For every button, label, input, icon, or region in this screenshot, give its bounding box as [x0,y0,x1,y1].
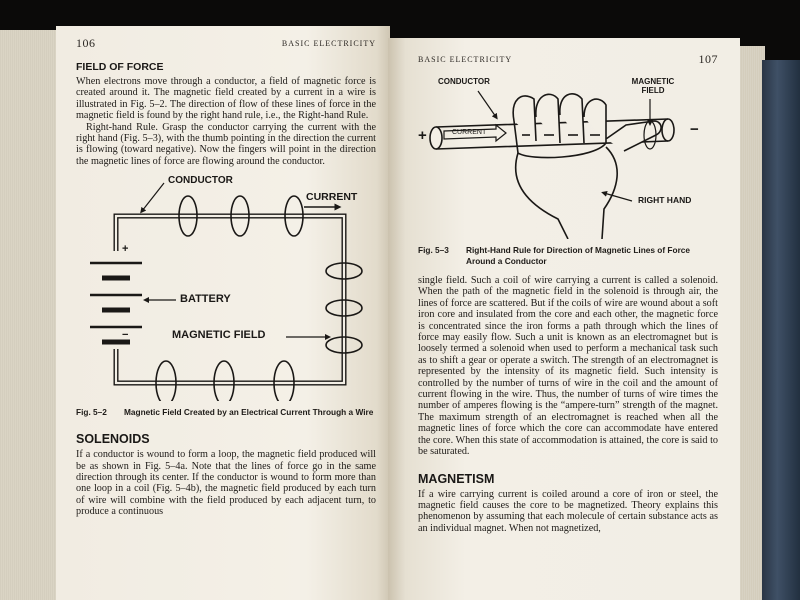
section-heading-solenoids: SOLENOIDS [76,432,150,447]
label-magnetic-field: MAGNETIC FIELD [631,77,675,95]
figure-5-3 [418,69,718,239]
book-cover-edge [762,60,800,600]
figure-5-3-number: Fig. 5–3 [418,245,449,255]
left-page [56,26,390,600]
magnetic-field-diagram [76,171,376,401]
right-page [388,38,740,600]
left-running-head [76,36,376,51]
label-battery: BATTERY [180,293,231,306]
figure-5-3-caption [418,245,718,267]
paragraph-magnetism: If a wire carrying current is coiled around a core of iron or steel, the magnetic field causes the core to be magnetized. Theory explains this phenomenon by assuming that each molecule of certain substance acts as an individual magnet. When not magnetized, [418,488,718,534]
figure-5-2 [76,171,376,401]
right-running-title: BASIC ELECTRICITY [418,55,513,64]
label-current: CURRENT [306,191,358,204]
section-heading-magnetism: MAGNETISM [418,471,495,486]
right-page-number: 107 [698,52,718,66]
label-current: CURRENT [452,129,487,136]
label-conductor: CONDUCTOR [168,175,233,187]
figure-5-2-caption [76,407,376,418]
label-minus: − [690,121,699,138]
right-running-head [418,52,718,67]
page-edges-left [0,30,58,600]
paragraph-solenoids: If a conductor is wound to form a loop, the magnetic field produced will be as shown in Fig. 5–4a. Note that the lines of force go in the same direction through its center. If the conductor is wound to form more than one loop in a coil (Fig. 5–4b), the magnetic field produced by each turn of wire will combine with the field produced by each adjacent turn, to produce a continuous [76,449,376,518]
section-heading-field-of-force: FIELD OF FORCE [76,61,164,73]
figure-5-2-caption-text: Magnetic Field Created by an Electrical Current Through a Wire [124,407,374,418]
figure-5-3-caption-text: Right-Hand Rule for Direction of Magnetic Lines of Force Around a Conductor [466,245,691,266]
left-page-number: 106 [76,36,96,50]
label-right-hand: RIGHT HAND [638,195,692,205]
label-plus: + [122,243,129,256]
left-running-title: BASIC ELECTRICITY [281,39,376,48]
label-conductor: CONDUCTOR [438,77,490,86]
paragraph-solenoid-continued: single field. Such a coil of wire carrying a current is called a solenoid. When the path of the magnetic field in the solenoid is through air, the lines of force are scattered. But if the coils of wire are wound about a soft iron core and insulated from the core and each other, the magnetic force is concentrated since the iron forms a path through which the lines of force may easily flow. Such a unit is known as an electromagnet but is loosely termed a solenoid when used to perform a mechanical task such as to shift a gear or operate a switch. The strength of an electromagnet is represented by the intensity of its magnetic field. Such intensity is controlled by the number of turns of wire in the coil and the amount of current flowing in the wire. Thus, the number of turns of wire times the number of amperes flowing is the “ampere-turn” strength of the magnet. The maximum strength of an electromagnet is reached when all the magnetic lines of force which the core can accommodate have entered the core. When this state of accommodation is attained, the core is said to be saturated. [418,275,718,458]
label-plus: + [418,127,427,144]
paragraph-field-of-force: When electrons move through a conductor, a field of magnetic force is created around it. The magnetic field created by a current in a wire is illustrated in Fig. 5–2. The direction of flow of these lines of force in the magnetic field is found by the right hand rule, i.e., the Right-hand Rule. [76,76,376,122]
figure-5-2-number: Fig. 5–2 [76,407,107,418]
paragraph-right-hand-rule: Right-hand Rule. Grasp the conductor carrying the current with the right hand (Fig. 5–3), with the thumb pointing in the direction the current is flowing (toward negative). Now the fingers will point in the direction the magnetic lines of force are flowing around the conductor. [76,121,376,167]
label-minus: − [122,329,129,342]
label-magnetic-field: MAGNETIC FIELD [172,329,266,342]
